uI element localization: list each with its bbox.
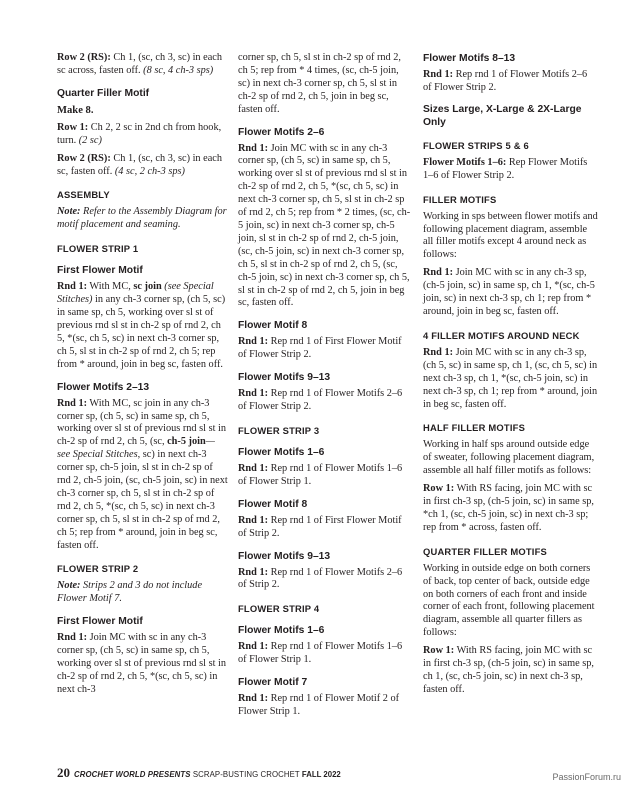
- assembly-note: Note: Refer to the Assembly Diagram for motif placement and seaming.: [57, 206, 227, 231]
- half-filler-row1: Row 1: With RS facing, join MC with sc in first ch-3 sp, (ch-5 join, sc) in same sp, *ch 1, (sc, ch-5 join, sc) in next ch-3 sp; rep from * across, fasten off.: [423, 483, 595, 533]
- make-count: Make 8.: [57, 104, 94, 116]
- row2-instruction: Row 2 (RS): Ch 1, (sc, ch 3, sc) in each sc across, fasten off. (8 sc, 4 ch-3 sps): [57, 52, 223, 76]
- fs4-motifs-1-6-rnd1: Rnd 1: Rep rnd 1 of Flower Motifs 1–6 of Flower Strip 1.: [238, 641, 403, 666]
- quarter-row2: Row 2 (RS): Ch 1, (sc, ch 3, sc) in each sc, fasten off. (4 sc, 2 ch-3 sps): [57, 152, 223, 177]
- flower-motifs-2-13-heading: Flower Motifs 2–13: [57, 381, 150, 393]
- first-flower-motif-heading: First Flower Motif: [57, 265, 143, 277]
- quarter-filler-intro: Working in outside edge on both corners of back, top center of back, outside edge on both corners of each front and inside corner of each front, following placement diagram, assemble all quarter fillers as follows:: [423, 562, 595, 639]
- flower-motif-8-heading: Flower Motif 8: [238, 320, 308, 332]
- filler-motifs-heading: FILLER MOTIFS: [423, 193, 497, 205]
- page-number: 20: [57, 765, 70, 780]
- assembly-heading: ASSEMBLY: [57, 189, 110, 201]
- neck-filler-rnd1: Rnd 1: Join MC with sc in any ch-3 sp, (ch 5, sc) in same sp, ch 1, (sc, ch 5, sc) in next ch-3 sp, ch 1, *(sc, ch-5 join, sc) in next ch-3 sp, ch 1; rep from * around, join in beg sc, fasten off.: [423, 346, 598, 410]
- flower-motifs-8-13-rnd1: Rnd 1: Rep rnd 1 of Flower Motifs 2–6 of Flower Strip 2.: [423, 69, 588, 93]
- watermark: PassionForum.ru: [552, 772, 621, 782]
- quarter-row1: Row 1: Ch 2, 2 sc in 2nd ch from hook, turn. (2 sc): [57, 121, 222, 146]
- flower-motif-8-rnd1: Rnd 1: Rep rnd 1 of First Flower Motif of Flower Strip 2.: [238, 336, 402, 361]
- flower-motifs-9-13-rnd1: Rnd 1: Rep rnd 1 of Flower Motifs 2–6 of Flower Strip 2.: [238, 388, 403, 413]
- issue-title: SCRAP-BUSTING CROCHET: [190, 770, 302, 779]
- fs4-motif-7-heading: Flower Motif 7: [238, 677, 308, 689]
- column-2: [238, 52, 412, 724]
- fs4-motifs-1-6-heading: Flower Motifs 1–6: [238, 625, 325, 637]
- fs4-motif-7-rnd1: Rnd 1: Rep rnd 1 of Flower Motif 2 of Flower Strip 1.: [238, 693, 400, 718]
- page-footer: [57, 764, 597, 782]
- first-flower-motif-2-heading: First Flower Motif: [57, 616, 143, 628]
- neck-filler-heading: 4 FILLER MOTIFS AROUND NECK: [423, 329, 580, 341]
- continued-text: corner sp, ch 5, sl st in ch-2 sp of rnd 2, ch 5; rep from * 4 times, (sc, ch-5 join, sc) in next ch-3 corner sp, ch 5, sl st in ch-2 sp of rnd 2, ch 5, join in beg sc, fasten off.: [238, 52, 402, 115]
- flower-motifs-9-13-heading: Flower Motifs 9–13: [238, 372, 331, 384]
- publication-name: CROCHET WORLD PRESENTS: [74, 770, 191, 779]
- issue-season: FALL 2022: [301, 770, 341, 779]
- half-filler-intro: Working in half sps around outside edge of sweater, following placement diagram, assemble all half filler motifs as follows:: [423, 439, 595, 477]
- fs3-motif-8-rnd1: Rnd 1: Rep rnd 1 of First Flower Motif of Strip 2.: [238, 514, 402, 539]
- fs3-motifs-9-13-rnd1: Rnd 1: Rep rnd 1 of Flower Motifs 2–6 of Strip 2.: [238, 566, 403, 591]
- fs3-motifs-1-6-rnd1: Rnd 1: Rep rnd 1 of Flower Motifs 1–6 of Flower Strip 1.: [238, 462, 403, 487]
- fs3-motifs-1-6-heading: Flower Motifs 1–6: [238, 446, 325, 458]
- filler-motifs-rnd1: Rnd 1: Join MC with sc in any ch-3 sp, (ch-5 join, sc) in same sp, ch 1, *(sc, ch-5 join, sc) in next ch-3 sp, ch 1; rep from * around, join in beg sc, fasten off.: [423, 267, 595, 317]
- flower-motifs-2-13-rnd1: Rnd 1: With MC, sc join in any ch-3 corner sp, (ch 5, sc) in same sp, ch 5, working over sl st of previous rnd sl st in ch-2 sp of rnd 2, ch 5, (sc, ch-5 join—see Special Stitches, sc) in next ch-3 corner sp, ch-5 join, sl st in ch-2 sp of rnd 2, ch-5 join, (sc, ch-5 join, sc) in next ch-3 corner sp, ch 5, sl st in ch-2 sp of rnd 2, ch 5, *(sc, ch 5, sc) in next ch-3 corner sp, ch 5, sl st in ch-2 sp of rnd 2, ch 5; rep from * around, join in beg sc, fasten off.: [57, 397, 228, 551]
- filler-motifs-intro: Working in sps between flower motifs and following placement diagram, assemble all filler motifs except 4 around neck as follows:: [423, 210, 598, 261]
- flower-motifs-2-6-heading: Flower Motifs 2–6: [238, 126, 325, 138]
- flower-strips-5-6-heading: FLOWER STRIPS 5 & 6: [423, 139, 529, 151]
- column-1: [57, 52, 228, 702]
- flower-strip-2-note: Note: Strips 2 and 3 do not include Flower Motif 7.: [57, 580, 203, 605]
- fs3-motif-8-heading: Flower Motif 8: [238, 498, 308, 510]
- first-flower-motif-rnd1: Rnd 1: With MC, sc join (see Special Stitches) in any ch-3 corner sp, (ch 5, sc) in same sp, ch 5, working over sl st of previous rnd sl st in ch-2 sp of rnd 2, ch 5, *(sc, ch 5, sc) in next ch-3 corner sp, ch 5, sl st in ch-2 sp of rnd 2, ch 5; rep from * around, join in beg sc, fasten off.: [57, 281, 226, 370]
- quarter-filler-heading: Quarter Filler Motif: [57, 87, 150, 99]
- column-3: [423, 52, 598, 702]
- flower-strips-5-6-text: Flower Motifs 1–6: Rep Flower Motifs 1–6 of Flower Strip 2.: [423, 156, 588, 181]
- fs3-motifs-9-13-heading: Flower Motifs 9–13: [238, 550, 331, 562]
- flower-motifs-8-13-heading: Flower Motifs 8–13: [423, 53, 516, 64]
- half-filler-heading: HALF FILLER MOTIFS: [423, 422, 526, 434]
- flower-motifs-2-6-rnd1: Rnd 1: Join MC with sc in any ch-3 corner sp, (ch 5, sc) in same sp, ch 5, working over sl st of previous rnd sl st in ch-2 sp of rnd 2, ch 5, *(sc, ch 5, sc) in next ch-3 corner sp, ch 5, sl st in ch-2 sp of rnd 2, ch 5; rep from * 2 times, (sc, ch-5 join, sc) in next ch-3 corner sp, ch-5 join, sl st in ch-2 sp of rnd 2, ch-5 join, (sc, ch-5 join, sc) in next ch-3 corner sp, ch 5, sl st in ch-2 sp of rnd 2, ch 5, (sc, ch-5 join, sc) in next ch-3 corner sp, ch 5, sl st in ch-2 sp of rnd 2, ch 5, join in beg sc, fasten off.: [238, 142, 411, 309]
- flower-strip-2-heading: FLOWER STRIP 2: [57, 563, 139, 575]
- sizes-heading: Sizes Large, X-Large & 2X-Large Only: [423, 103, 582, 128]
- flower-strip-4-heading: FLOWER STRIP 4: [238, 603, 320, 615]
- flower-strip-1-heading: FLOWER STRIP 1: [57, 243, 139, 255]
- quarter-filler-motifs-heading: QUARTER FILLER MOTIFS: [423, 545, 547, 557]
- first-flower-motif-2-rnd1: Rnd 1: Join MC with sc in any ch-3 corner sp, (ch 5, sc) in same sp, ch 5, working over sl st of previous rnd sl st in ch-2 sp of rnd 2, ch 5, *(sc, ch 5, sc) in next ch-3: [57, 632, 227, 695]
- flower-strip-3-heading: FLOWER STRIP 3: [238, 424, 320, 436]
- quarter-filler-row1: Row 1: With RS facing, join MC with sc in first ch-3 sp, (ch-5 join, sc) in same sp, ch 1, (sc, ch-5 join, sc) in next ch-3 sp, fasten off.: [423, 645, 595, 695]
